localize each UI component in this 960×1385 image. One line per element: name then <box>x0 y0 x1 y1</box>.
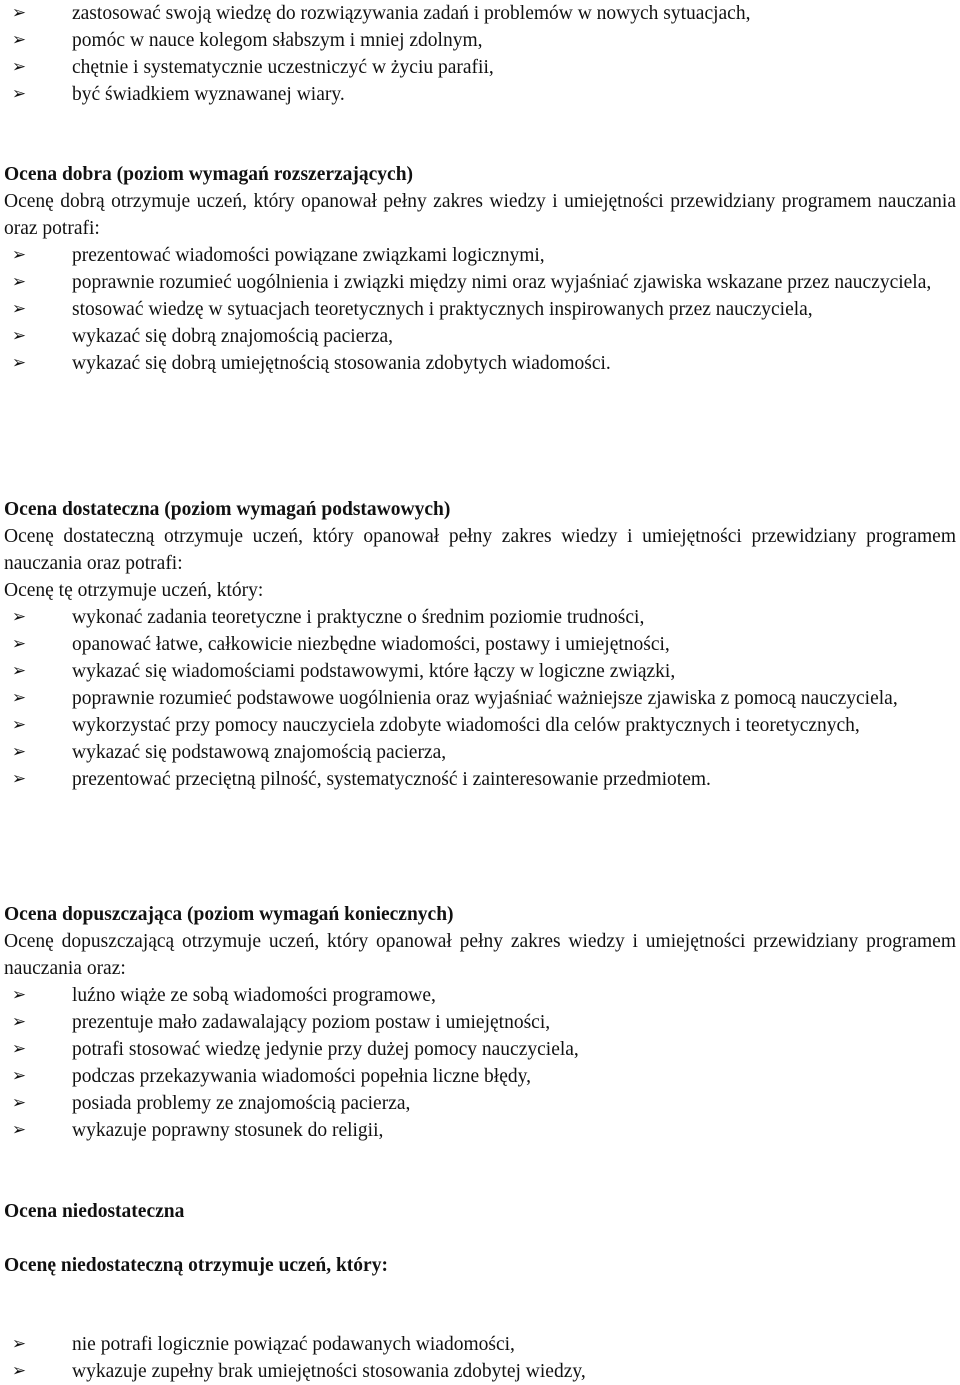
arrow-bullet-icon: ➢ <box>11 272 27 292</box>
arrow-bullet-icon: ➢ <box>11 84 27 104</box>
list-item: ➢ chętnie i systematycznie uczestniczyć w życiu parafii, <box>0 54 960 81</box>
arrow-bullet-icon: ➢ <box>11 30 27 50</box>
arrow-bullet-icon: ➢ <box>11 634 27 654</box>
list-item: ➢ pomóc w nauce kolegom słabszym i mniej zdolnym, <box>0 27 960 54</box>
arrow-bullet-icon: ➢ <box>11 1039 27 1059</box>
section-heading: Ocena dostateczna (poziom wymagań podstawowych) <box>4 499 451 520</box>
section-intro: Ocenę dopuszczającą otrzymuje uczeń, który opanował pełny zakres wiedzy i umiejętności przewidziany programem nauczania oraz: <box>4 931 956 979</box>
arrow-bullet-icon: ➢ <box>11 715 27 735</box>
list-item: ➢ prezentuje mało zadawalający poziom postaw i umiejętności, <box>0 1009 960 1036</box>
list-item: ➢ zastosować swoją wiedzę do rozwiązywania zadań i problemów w nowych sytuacjach, <box>0 0 960 27</box>
list-item: ➢ wykonać zadania teoretyczne i praktyczne o średnim poziomie trudności, <box>0 604 960 631</box>
list-item: ➢ wykazać się podstawową znajomością pacierza, <box>0 739 960 766</box>
list-item: ➢ wykorzystać przy pomocy nauczyciela zdobyte wiadomości dla celów praktycznych i teoretycznych, <box>0 712 960 739</box>
list-item: ➢ poprawnie rozumieć uogólnienia i związki między nimi oraz wyjaśniać zjawiska wskazane przez nauczyciela, <box>0 269 960 296</box>
list-item: ➢ potrafi stosować wiedzę jedynie przy dużej pomocy nauczyciela, <box>0 1036 960 1063</box>
section-ocena-dobra <box>0 161 960 377</box>
arrow-bullet-icon: ➢ <box>11 353 27 373</box>
list-item: ➢ stosować wiedzę w sytuacjach teoretycznych i praktycznych inspirowanych przez nauczyciela, <box>0 296 960 323</box>
list-item: ➢ posiada problemy ze znajomością pacierza, <box>0 1090 960 1117</box>
section-ocena-dopuszczajaca <box>0 901 960 1144</box>
arrow-bullet-icon: ➢ <box>11 985 27 1005</box>
arrow-bullet-icon: ➢ <box>11 1361 27 1381</box>
list-item: ➢ wykazać się dobrą znajomością pacierza, <box>0 323 960 350</box>
list-item: ➢ podczas przekazywania wiadomości popełnia liczne błędy, <box>0 1063 960 1090</box>
section-intro-secondary: Ocenę tę otrzymuje uczeń, który: <box>4 580 264 601</box>
section-intro: Ocenę niedostateczną otrzymuje uczeń, który: <box>4 1255 388 1276</box>
arrow-bullet-icon: ➢ <box>11 3 27 23</box>
list-item: ➢ nie potrafi logicznie powiązać podawanych wiadomości, <box>0 1331 960 1358</box>
arrow-bullet-icon: ➢ <box>11 299 27 319</box>
list-item: ➢ opanować łatwe, całkowicie niezbędne wiadomości, postawy i umiejętności, <box>0 631 960 658</box>
arrow-bullet-icon: ➢ <box>11 661 27 681</box>
list-item: ➢ wykazuje poprawny stosunek do religii, <box>0 1117 960 1144</box>
list-item: ➢ wykazać się dobrą umiejętnością stosowania zdobytych wiadomości. <box>0 350 960 377</box>
requirements-list <box>0 242 960 377</box>
section-heading: Ocena dopuszczająca (poziom wymagań koniecznych) <box>4 904 454 925</box>
arrow-bullet-icon: ➢ <box>11 57 27 77</box>
section-heading: Ocena niedostateczna <box>4 1201 185 1222</box>
arrow-bullet-icon: ➢ <box>11 326 27 346</box>
list-item: ➢ wykazać się wiadomościami podstawowymi, które łączy w logiczne związki, <box>0 658 960 685</box>
arrow-bullet-icon: ➢ <box>11 1012 27 1032</box>
section-heading: Ocena dobra (poziom wymagań rozszerzających) <box>4 164 414 185</box>
list-item: ➢ luźno wiąże ze sobą wiadomości programowe, <box>0 982 960 1009</box>
arrow-bullet-icon: ➢ <box>11 1120 27 1140</box>
section-intro: Ocenę dobrą otrzymuje uczeń, który opanował pełny zakres wiedzy i umiejętności przewidziany programem nauczania oraz potrafi: <box>4 191 956 239</box>
arrow-bullet-icon: ➢ <box>11 1066 27 1086</box>
arrow-bullet-icon: ➢ <box>11 245 27 265</box>
arrow-bullet-icon: ➢ <box>11 1093 27 1113</box>
continued-requirements-list <box>0 0 960 108</box>
section-ocena-dostateczna <box>0 496 960 793</box>
list-item: ➢ prezentować wiadomości powiązane związkami logicznymi, <box>0 242 960 269</box>
list-item: ➢ poprawnie rozumieć podstawowe uogólnienia oraz wyjaśniać ważniejsze zjawiska z pomocą nauczyciela, <box>0 685 960 712</box>
arrow-bullet-icon: ➢ <box>11 1334 27 1354</box>
list-item: ➢ wykazuje zupełny brak umiejętności stosowania zdobytej wiedzy, <box>0 1358 960 1385</box>
requirements-list <box>0 982 960 1144</box>
arrow-bullet-icon: ➢ <box>11 742 27 762</box>
section-intro: Ocenę dostateczną otrzymuje uczeń, który opanował pełny zakres wiedzy i umiejętności przewidziany programem nauczania oraz potrafi: <box>4 526 956 574</box>
arrow-bullet-icon: ➢ <box>11 607 27 627</box>
arrow-bullet-icon: ➢ <box>11 769 27 789</box>
arrow-bullet-icon: ➢ <box>11 688 27 708</box>
section-ocena-niedostateczna <box>0 1198 960 1225</box>
requirements-list <box>0 1331 960 1385</box>
list-item: ➢ być świadkiem wyznawanej wiary. <box>0 81 960 108</box>
list-item: ➢ prezentować przeciętną pilność, systematyczność i zainteresowanie przedmiotem. <box>0 766 960 793</box>
section-subheading <box>0 1252 960 1279</box>
requirements-list <box>0 604 960 793</box>
